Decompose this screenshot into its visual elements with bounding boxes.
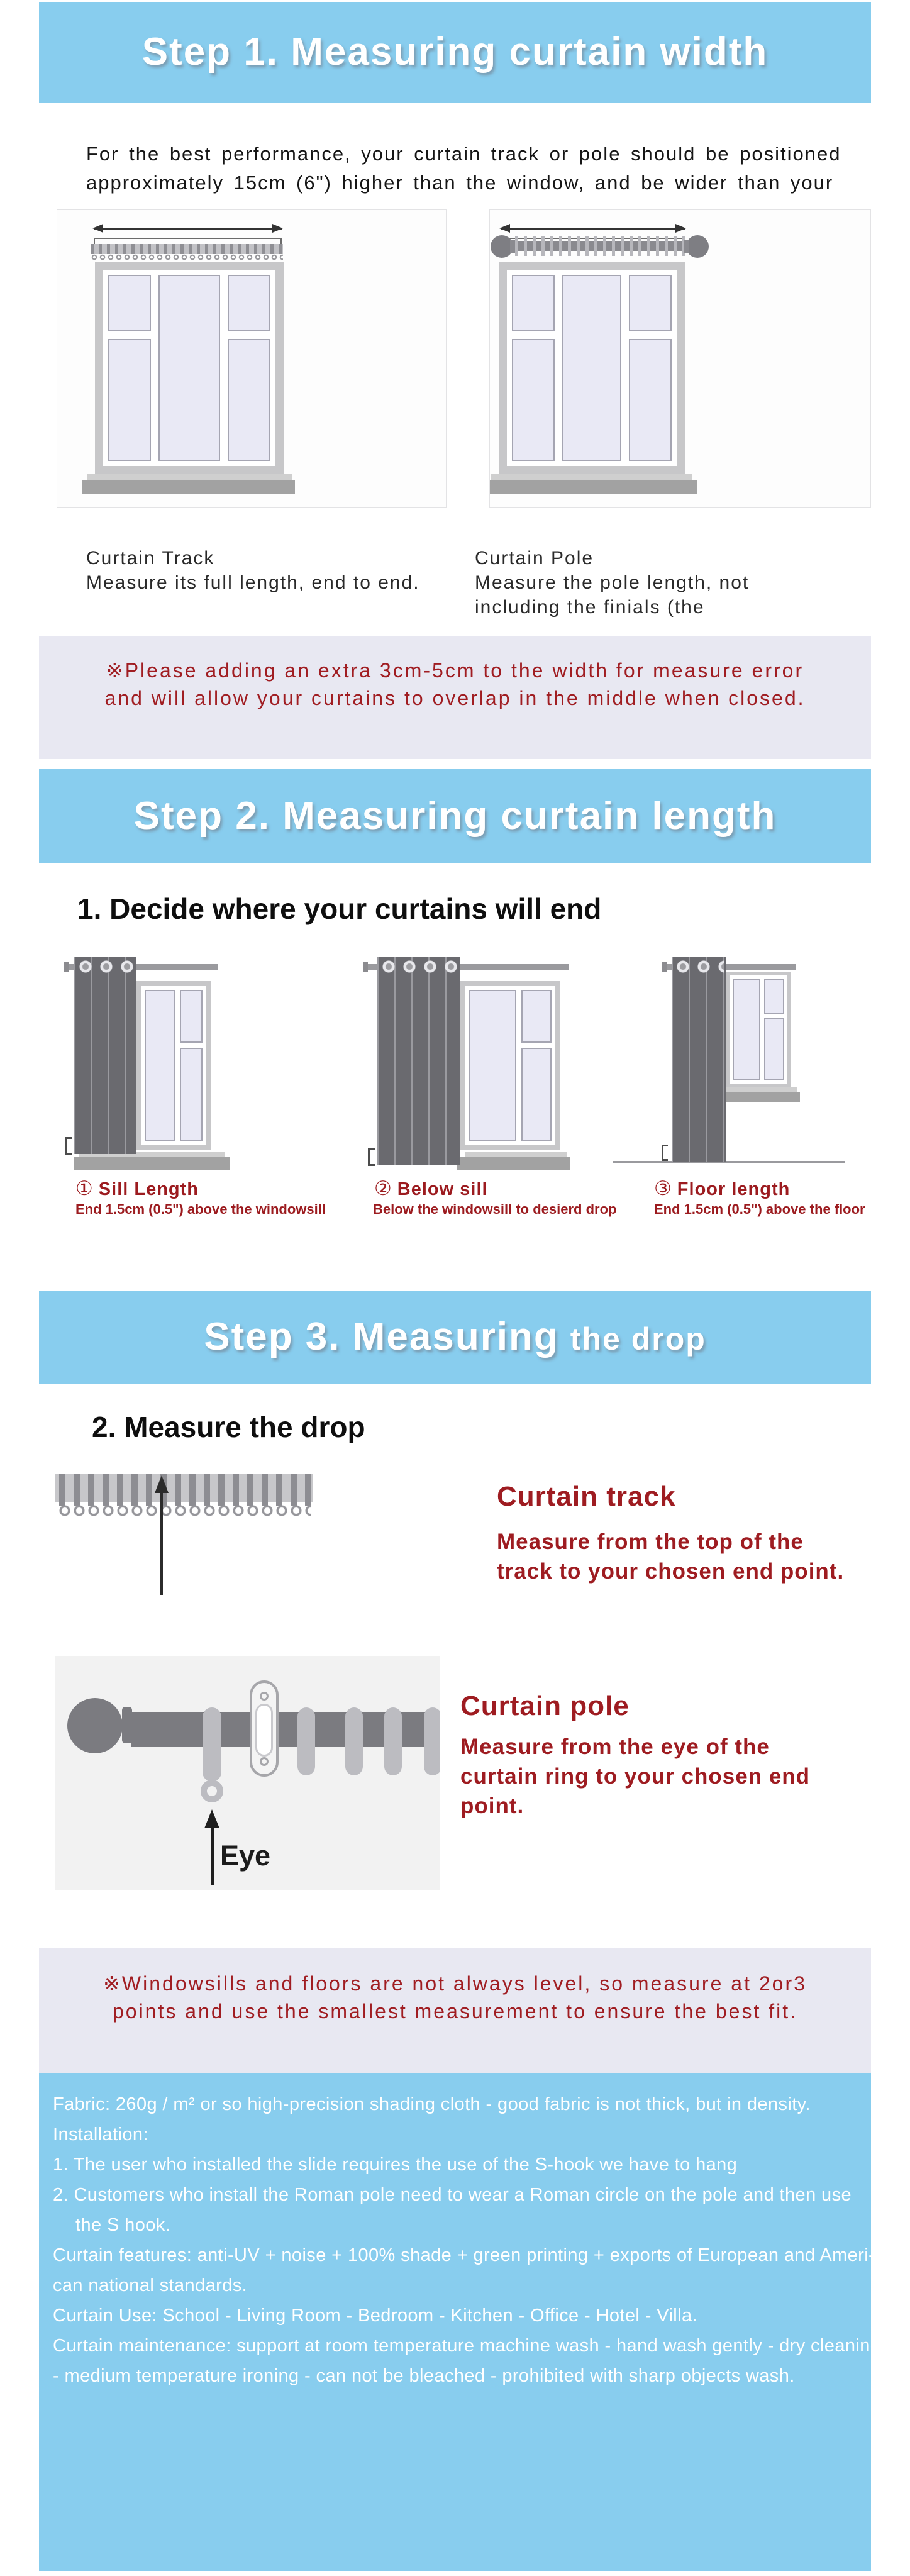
step1-banner [39, 2, 871, 103]
drop-track-title: Curtain track [497, 1481, 676, 1512]
curtain-ring [384, 1707, 402, 1775]
width-arrow-icon [94, 228, 282, 230]
intro-line-1: For the best performance, your curtain track or pole should be positioned [86, 143, 841, 165]
info-line: Curtain Use: School - Living Room - Bedroom - Kitchen - Office - Hotel - Villa. [53, 2306, 697, 2326]
windowsill-ledge [718, 1092, 800, 1102]
window-pane [521, 990, 552, 1043]
info-line: 2. Customers who install the Roman pole need to wear a Roman circle on the pole and then use [53, 2185, 852, 2205]
window-pane [629, 339, 672, 461]
info-line: 1. The user who installed the slide requires the use of the S-hook we have to hang [53, 2155, 738, 2175]
bracket-screw-hole [260, 1757, 269, 1766]
drop-track-line2: track to your chosen end point. [497, 1559, 845, 1584]
rod-end-cap [363, 962, 368, 972]
window-pane [158, 275, 220, 461]
drop-heading: 2. Measure the drop [92, 1411, 365, 1443]
window-graphic [460, 981, 560, 1150]
product-info-block [39, 2073, 881, 2571]
window-pane [764, 1018, 784, 1080]
measure-mark [662, 1145, 668, 1161]
curtain-panel [377, 957, 460, 1165]
track-slats [55, 1474, 313, 1506]
option1-desc: End 1.5cm (0.5") above the windowsill [75, 1201, 326, 1217]
pole-caption-line1: Measure the pole length, not [475, 572, 750, 593]
window-pane [469, 990, 516, 1141]
windowsill [721, 1087, 797, 1092]
track-caption [86, 546, 420, 595]
curtain-track-diagram [57, 209, 447, 508]
grommet-row [673, 958, 724, 975]
length-heading: 1. Decide where your curtains will end [77, 892, 602, 925]
rod-end-cap [64, 962, 69, 972]
windowsill [465, 1152, 567, 1157]
curtain-ring [297, 1707, 315, 1775]
windowsill-ledge [82, 480, 295, 494]
step1-banner-title: Step 1. Measuring curtain width [141, 30, 769, 74]
window-graphic [499, 262, 685, 474]
eye-label: Eye [220, 1840, 271, 1872]
pole-collar [684, 240, 689, 253]
up-arrow-shaft [160, 1492, 163, 1595]
curtain-track-graphic [91, 244, 283, 254]
drop-note-line1: ※Windowsills and floors are not always level, so measure at 2or3 [103, 1972, 807, 1995]
width-arrow-icon [501, 228, 685, 230]
pole-caption-title: Curtain Pole [475, 548, 594, 569]
info-line: - medium temperature ironing - can not be bleached - prohibited with sharp objects wash. [53, 2366, 795, 2386]
window-pane [145, 990, 175, 1141]
track-hooks [91, 254, 283, 262]
pole-rings [515, 236, 685, 256]
drop-note [39, 1948, 871, 2075]
info-line: can national standards. [53, 2275, 248, 2296]
track-hooks [58, 1504, 311, 1518]
window-pane [228, 275, 270, 331]
track-caption-title: Curtain Track [86, 548, 215, 569]
floor-line [613, 1161, 845, 1163]
option2-desc: Below the windowsill to desierd drop [373, 1201, 617, 1217]
info-line: Curtain features: anti-UV + noise + 100% shade + green printing + exports of European and Ameri- [53, 2245, 875, 2265]
pole-finial [67, 1698, 123, 1753]
window-pane [512, 339, 555, 461]
window-pane [108, 339, 151, 461]
drop-pole-line2: curtain ring to your chosen end [460, 1764, 811, 1789]
curtain-pole-diagram [489, 209, 871, 508]
window-pane [180, 1048, 203, 1141]
info-line: Fabric: 260g / m² or so high-precision shading cloth - good fabric is not thick, but in density. [53, 2094, 811, 2114]
width-note-line1: ※Please adding an extra 3cm-5cm to the width for measure error [106, 659, 804, 682]
option2-title: ② Below sill [374, 1177, 488, 1199]
grommet-row [75, 958, 135, 975]
drop-note-line2: points and use the smallest measurement to ensure the best fit. [112, 2000, 798, 2023]
up-arrow-shaft [211, 1827, 214, 1885]
option1-title: ① Sill Length [75, 1177, 199, 1199]
pole-eye-diagram [55, 1656, 440, 1890]
step2-banner [39, 769, 871, 863]
step3-banner-title: Step 3. Measuring [204, 1315, 559, 1358]
info-line: the S hook. [75, 2215, 171, 2235]
drop-track-line1: Measure from the top of the [497, 1530, 804, 1554]
curtain-panel [74, 957, 136, 1154]
windowsill [491, 474, 692, 480]
measure-mark [65, 1137, 72, 1155]
grommet-row [379, 958, 458, 975]
rod-end-cap [662, 962, 667, 972]
window-pane [629, 275, 672, 331]
bracket-slot [255, 1704, 273, 1757]
curtain-ring [203, 1707, 221, 1782]
curtain-ring [345, 1707, 363, 1775]
curtain-ring [424, 1707, 440, 1775]
curtain-panel [672, 957, 726, 1162]
windowsill-ledge [457, 1157, 570, 1170]
pole-collar [510, 240, 515, 253]
window-pane [180, 990, 203, 1043]
window-pane [764, 979, 784, 1014]
window-pane [108, 275, 151, 331]
option2-number: ② [374, 1177, 392, 1199]
windowsill-ledge [74, 1157, 230, 1170]
window-pane [733, 979, 760, 1080]
option1-number: ① [75, 1177, 94, 1199]
option3-number: ③ [654, 1177, 672, 1199]
width-note-line2: and will allow your curtains to overlap in the middle when closed. [104, 687, 806, 709]
intro-line-2: approximately 15cm (6") higher than the window, and be wider than your [86, 172, 834, 194]
window-pane [228, 339, 270, 461]
option3-title: ③ Floor length [654, 1177, 791, 1199]
window-graphic [726, 972, 791, 1087]
pole-caption-line2: including the finials (the [475, 597, 705, 618]
pole-finial [686, 235, 709, 258]
wall-bracket [250, 1680, 279, 1777]
width-note [39, 636, 871, 759]
measure-bracket [94, 238, 282, 244]
intro-paragraph [86, 140, 841, 197]
drop-pole-line1: Measure from the eye of the [460, 1735, 770, 1759]
up-arrow-icon [155, 1475, 169, 1493]
drop-pole-line3: point. [460, 1794, 524, 1818]
measure-mark [368, 1148, 375, 1166]
info-line: Curtain maintenance: support at room temperature machine wash - hand wash gently - dry cleaning [53, 2336, 881, 2356]
window-graphic [95, 262, 284, 474]
step2-banner-title: Step 2. Measuring curtain length [133, 794, 777, 838]
drop-pole-title: Curtain pole [460, 1690, 630, 1721]
window-pane [521, 1048, 552, 1141]
window-graphic [136, 981, 211, 1150]
info-line: Installation: [53, 2124, 148, 2145]
option3-desc: End 1.5cm (0.5") above the floor [654, 1201, 865, 1217]
bracket-screw-hole [260, 1692, 269, 1701]
window-pane [512, 275, 555, 331]
step3-banner-subtitle: the drop [570, 1321, 706, 1357]
ring-eye [201, 1780, 223, 1802]
step3-banner [39, 1291, 871, 1384]
up-arrow-icon [204, 1809, 219, 1828]
window-pane [562, 275, 621, 461]
windowsill-ledge [490, 480, 697, 494]
pole-caption [475, 546, 749, 619]
track-caption-body: Measure its full length, end to end. [86, 572, 420, 593]
windowsill [87, 474, 292, 480]
